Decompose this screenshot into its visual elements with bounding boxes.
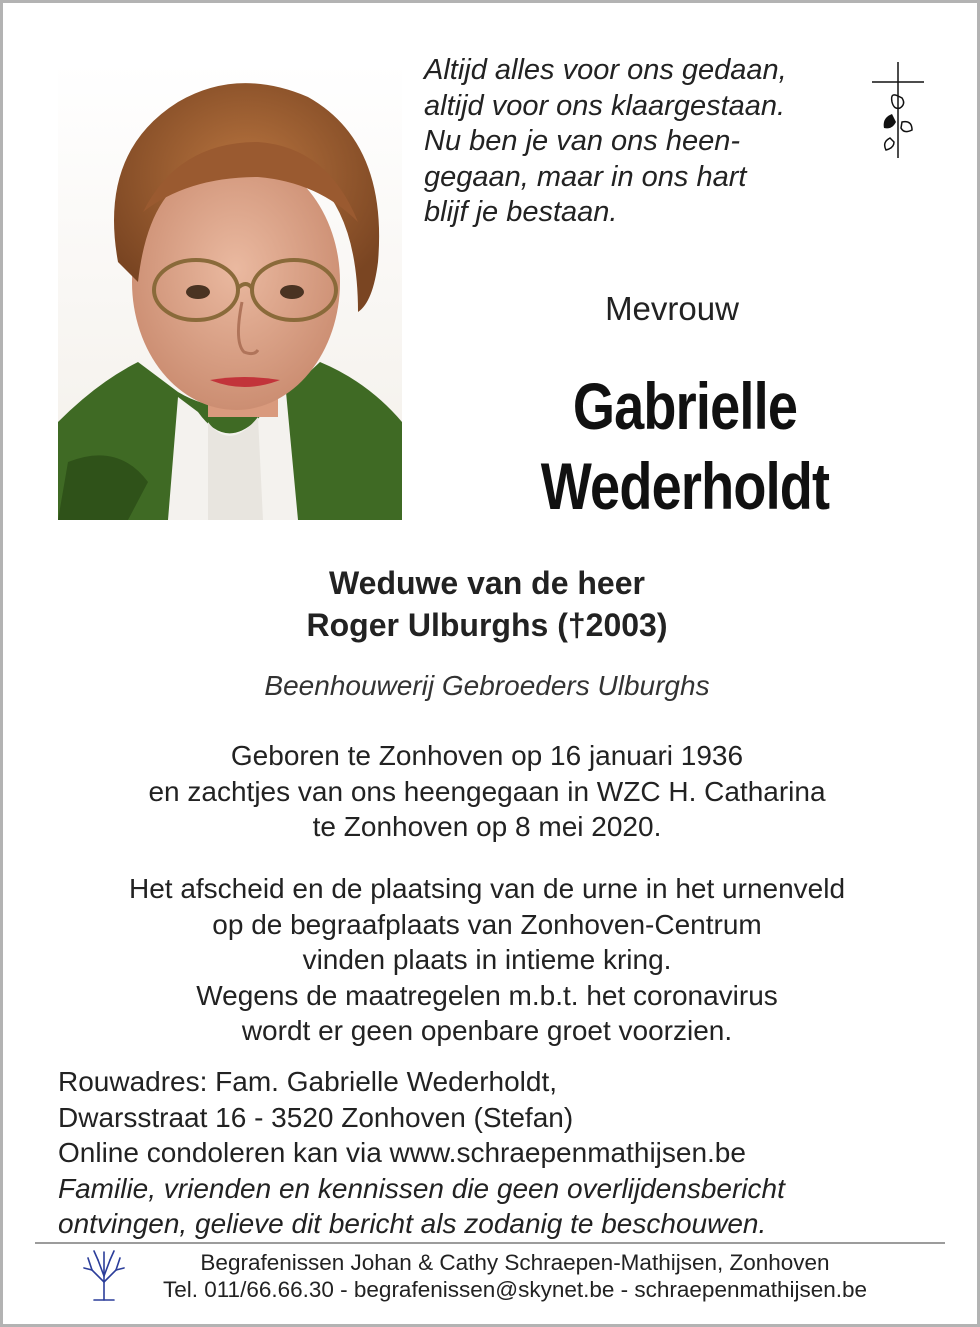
spouse-info bbox=[0, 562, 974, 646]
poem-line: blijf je bestaan. bbox=[424, 196, 618, 228]
portrait-illustration bbox=[58, 62, 402, 520]
birth-death-line: Geboren te Zonhoven op 16 januari 1936 bbox=[230, 740, 744, 771]
farewell-line: vinden plaats in intieme kring. bbox=[302, 944, 672, 975]
farewell-info bbox=[0, 871, 974, 1049]
footer-contact-line[interactable]: Tel. 011/66.66.30 - begrafenissen@skynet.be - schraepenmathijsen.be bbox=[162, 1277, 868, 1302]
farewell-line: op de begraafplaats van Zonhoven-Centrum bbox=[212, 908, 762, 940]
spouse-line: Weduwe van de heer bbox=[329, 565, 645, 601]
birth-death-line: en zachtjes van ons heengegaan in WZC H. Catharina bbox=[148, 775, 826, 807]
footer-divider bbox=[35, 1242, 945, 1244]
notice-line: ontvingen, gelieve dit bericht als zodanig te beschouwen. bbox=[58, 1208, 767, 1239]
spouse-line: Roger Ulburghs (†2003) bbox=[306, 607, 668, 643]
tree-logo-icon bbox=[80, 1248, 128, 1302]
farewell-line: wordt er geen openbare groet voorzien. bbox=[241, 1015, 733, 1046]
footer-line: Begrafenissen Johan & Cathy Schraepen-Mathijsen, Zonhoven bbox=[200, 1250, 830, 1275]
poem-line: gegaan, maar in ons hart bbox=[424, 160, 747, 193]
address-line: Dwarsstraat 16 - 3520 Zonhoven (Stefan) bbox=[58, 1101, 574, 1133]
farewell-line: Het afscheid en de plaatsing van de urne in het urnenveld bbox=[128, 873, 846, 904]
first-name: Gabrielle bbox=[572, 369, 798, 443]
poem-line: Altijd alles voor ons gedaan, bbox=[424, 54, 787, 86]
poem bbox=[424, 53, 787, 231]
address-line: Rouwadres: Fam. Gabrielle Wederholdt, bbox=[58, 1066, 558, 1097]
funeral-home-footer bbox=[140, 1249, 890, 1303]
poem-line: altijd voor ons klaargestaan. bbox=[424, 89, 786, 122]
mourning-address bbox=[58, 1064, 785, 1242]
poem-line: Nu ben je van ons heen- bbox=[424, 125, 740, 157]
birth-death-info bbox=[0, 738, 974, 845]
business-name: Beenhouwerij Gebroeders Ulburghs bbox=[264, 670, 710, 701]
birth-death-line: te Zonhoven op 8 mei 2020. bbox=[312, 811, 662, 842]
last-name: Wederholdt bbox=[540, 449, 830, 523]
portrait-photo bbox=[58, 62, 402, 520]
notice-line: Familie, vrienden en kennissen die geen overlijdensbericht bbox=[58, 1172, 785, 1204]
cross-with-rose-icon bbox=[868, 58, 928, 162]
honorific-title: Mevrouw bbox=[605, 290, 739, 327]
condolence-link[interactable]: Online condoleren kan via www.schraepenmathijsen.be bbox=[58, 1137, 746, 1168]
farewell-line: Wegens de maatregelen m.b.t. het coronavirus bbox=[196, 979, 778, 1011]
